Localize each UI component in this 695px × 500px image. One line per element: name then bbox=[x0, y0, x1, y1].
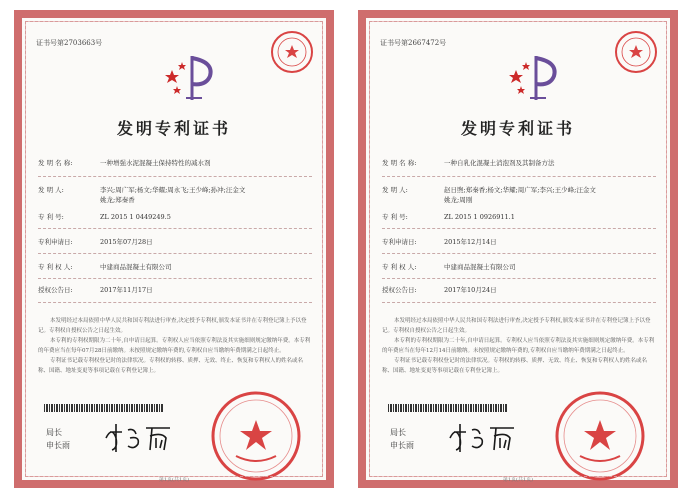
inventors-label: 发 明 人: bbox=[38, 186, 64, 194]
director-block bbox=[46, 426, 70, 452]
small-red-seal-icon bbox=[614, 30, 658, 74]
invention-name-label: 发 明 名 称: bbox=[382, 159, 417, 167]
patentee-value: 中建商品混凝土有限公司 bbox=[100, 263, 172, 271]
invention-name-row bbox=[382, 159, 656, 168]
inventors-value: 李兴;周广军;杨文;华耀;周永飞;王少峰;孙冲;汪金文 bbox=[100, 186, 246, 194]
inventors-value-2: 姚龙;周刚 bbox=[444, 196, 473, 204]
body-paragraph: 专利证书记载专利权登记时的法律状况。专利权的转移、质押、无效、终止、恢复和专利权人的姓名或名称、国籍、地址变更等事项记载在专利登记簿上。 bbox=[38, 358, 304, 374]
filing-date-row bbox=[382, 238, 656, 247]
divider bbox=[382, 302, 656, 303]
patentee-row bbox=[38, 263, 312, 272]
director-signature-icon bbox=[100, 420, 180, 456]
divider bbox=[382, 176, 656, 177]
inventors-row bbox=[38, 186, 312, 195]
divider bbox=[382, 253, 656, 254]
patent-number-label: 专 利 号: bbox=[382, 213, 408, 221]
body-paragraph: 本发明经过本局依照中华人民共和国专利法进行审查,决定授予专利权,颁发本证书并在专利登记簿上予以登记。专利权自授权公告之日起生效。 bbox=[382, 318, 651, 334]
grant-date-value: 2017年10月24日 bbox=[444, 286, 497, 294]
cnipa-logo-icon bbox=[162, 48, 222, 108]
filing-date-label: 专利申请日: bbox=[38, 238, 73, 246]
cnipa-official-seal-icon bbox=[210, 390, 302, 482]
patent-number-row bbox=[382, 213, 656, 222]
page-number: 第1页(共1页) bbox=[158, 477, 190, 483]
divider bbox=[38, 253, 312, 254]
patent-certificate-right bbox=[358, 10, 678, 488]
grant-date-row bbox=[382, 286, 656, 295]
divider bbox=[382, 228, 656, 229]
patentee-value: 中建商品混凝土有限公司 bbox=[444, 263, 516, 271]
director-signature-icon bbox=[444, 420, 524, 456]
invention-name-row bbox=[38, 159, 312, 168]
patentee-label: 专 利 权 人: bbox=[382, 263, 417, 271]
director-name: 申长雨 bbox=[390, 441, 414, 450]
filing-date-value: 2015年07月28日 bbox=[100, 238, 153, 246]
director-title: 局长 bbox=[390, 428, 406, 437]
invention-name-label: 发 明 名 称: bbox=[38, 159, 73, 167]
divider bbox=[382, 278, 656, 279]
director-block bbox=[390, 426, 414, 452]
certificate-body-text bbox=[38, 316, 312, 376]
patent-number-value: ZL 2015 1 0449249.5 bbox=[100, 213, 171, 221]
body-paragraph: 本专利的专利权期限为二十年,自申请日起算。专利权人应当依照专利法及其实施细则规定缴纳年费。本专利的年费应当在每年12月14日前缴纳。未按照规定缴纳年费的,专利权自应当缴纳年费期满之日起终止。 bbox=[382, 338, 655, 354]
certificate-body-text bbox=[382, 316, 656, 376]
divider bbox=[38, 228, 312, 229]
barcode bbox=[388, 404, 508, 412]
body-paragraph: 本发明经过本局依照中华人民共和国专利法进行审查,决定授予专利权,颁发本证书并在专利登记簿上予以登记。专利权自授权公告之日起生效。 bbox=[38, 318, 307, 334]
filing-date-label: 专利申请日: bbox=[382, 238, 417, 246]
certificate-number: 证书号第2667472号 bbox=[380, 39, 447, 47]
grant-date-value: 2017年11月17日 bbox=[100, 286, 153, 294]
small-red-seal-icon bbox=[270, 30, 314, 74]
divider bbox=[38, 176, 312, 177]
inventors-value-2: 姚龙;郑秦香 bbox=[100, 196, 135, 204]
patentee-row bbox=[382, 263, 656, 272]
certificate-number: 证书号第2703663号 bbox=[36, 39, 103, 47]
page-number: 第1页(共1页) bbox=[502, 477, 534, 483]
inventors-row-2 bbox=[444, 196, 656, 205]
patent-number-value: ZL 2015 1 0926911.1 bbox=[444, 213, 515, 221]
director-title: 局长 bbox=[46, 428, 62, 437]
invention-name-value: 一种增强水泥混凝土保持特性的减水剂 bbox=[100, 159, 211, 167]
patent-number-row bbox=[38, 213, 312, 222]
divider bbox=[38, 278, 312, 279]
patent-certificate-left bbox=[14, 10, 334, 488]
certificate-title: 发明专利证书 bbox=[116, 119, 231, 138]
filing-date-value: 2015年12月14日 bbox=[444, 238, 497, 246]
inventors-label: 发 明 人: bbox=[382, 186, 408, 194]
invention-name-value: 一种自乳化混凝土消泡剂及其制备方法 bbox=[444, 159, 555, 167]
grant-date-row bbox=[38, 286, 312, 295]
filing-date-row bbox=[38, 238, 312, 247]
grant-date-label: 授权公告日: bbox=[382, 286, 417, 294]
grant-date-label: 授权公告日: bbox=[38, 286, 73, 294]
director-name: 申长雨 bbox=[46, 441, 70, 450]
divider bbox=[38, 302, 312, 303]
certificate-title: 发明专利证书 bbox=[460, 119, 575, 138]
inventors-row bbox=[382, 186, 656, 195]
cnipa-official-seal-icon bbox=[554, 390, 646, 482]
inventors-row-2 bbox=[100, 196, 312, 205]
body-paragraph: 专利证书记载专利权登记时的法律状况。专利权的转移、质押、无效、终止、恢复和专利权人的姓名或名称、国籍、地址变更等事项记载在专利登记簿上。 bbox=[382, 358, 648, 374]
patent-number-label: 专 利 号: bbox=[38, 213, 64, 221]
cnipa-logo-icon bbox=[506, 48, 566, 108]
inventors-value: 赵日煦;郑秦香;杨文;华耀;周广军;李兴;王少峰;汪金文 bbox=[444, 186, 596, 194]
barcode bbox=[44, 404, 164, 412]
body-paragraph: 本专利的专利权期限为二十年,自申请日起算。专利权人应当依照专利法及其实施细则规定缴纳年费。本专利的年费应当在每年07月28日前缴纳。未按照规定缴纳年费的,专利权自应当缴纳年费期满之日起终止。 bbox=[38, 338, 311, 354]
patentee-label: 专 利 权 人: bbox=[38, 263, 73, 271]
